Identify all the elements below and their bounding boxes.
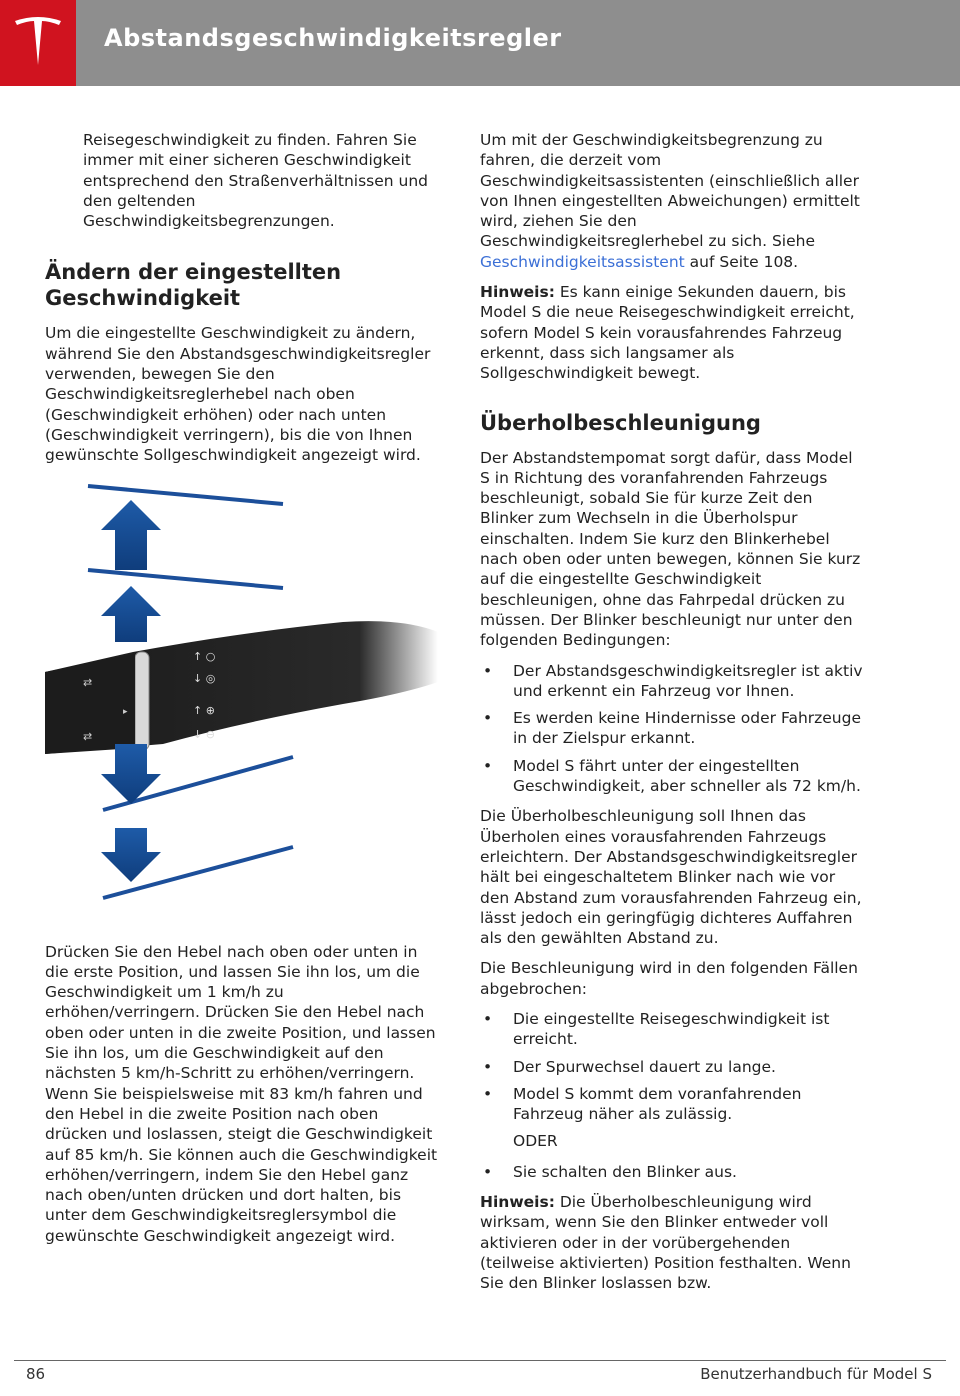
speed-assist-link[interactable]: Geschwindigkeitsassistent (480, 252, 685, 271)
list-item: • Model S fährt unter der eingestellten Geschwindigkeit, aber schneller als 72 km/h. (480, 756, 865, 797)
list-item: • Es werden keine Hindernisse oder Fahrzeuge in der Zielspur erkannt. (480, 708, 865, 749)
cancel-list-cont (480, 1162, 865, 1182)
svg-text:↑ ○: ↑ ○ (193, 649, 216, 663)
overtake-paragraph: Der Abstandstempomat sorgt dafür, dass Model S in Richtung des voranfahrenden Fahrzeugs beschleunigt, sobald Sie für kurze Zeit den Blinker zum Wechseln in die Überholspur einschalten. Indem Sie kurz den Blinkerhebel nach oben oder unten bewegen, können Sie kurz auf die eingestellte Geschwindigkeit beschleunigen, ohne das Fahrpedal drücken zu müssen. Der Blinker beschleunigt nur unter den folgenden Bedingungen: (480, 448, 861, 650)
svg-text:↑ ⊕: ↑ ⊕ (193, 703, 215, 717)
conditions-list (480, 661, 865, 797)
list-item: • Der Spurwechsel dauert zu lange. (480, 1057, 865, 1077)
section-heading-overtake: Überholbeschleunigung (480, 410, 761, 435)
footer-title: Benutzerhandbuch für Model S (700, 1365, 932, 1383)
oder-text: ODER (513, 1132, 558, 1151)
svg-text:▸: ▸ (123, 706, 128, 717)
down-arrow-icon (101, 828, 161, 882)
up-arrow-icon (101, 586, 161, 642)
left-column (45, 130, 440, 1256)
list-item: • Sie schalten den Blinker aus. (480, 1162, 865, 1182)
page-title: Abstandsgeschwindigkeitsregler (104, 24, 562, 52)
cancel-intro-paragraph: Die Beschleunigung wird in den folgenden Fällen abgebrochen: (480, 959, 858, 998)
section-heading-change-speed: Ändern der eingestellten Geschwindigkeit (45, 260, 342, 311)
list-item: • Die eingestellte Reisegeschwindigkeit ist erreicht. (480, 1009, 865, 1050)
list-item: • Der Abstandsgeschwindigkeitsregler ist aktiv und erkennt ein Fahrzeug vor Ihnen. (480, 661, 865, 702)
svg-text:⇄: ⇄ (83, 675, 93, 689)
note-paragraph-1: Hinweis: Es kann einige Sekunden dauern, bis Model S die neue Reisegeschwindigkeit erreicht, sofern Model S kein vorausfahrendes Fahrzeug erkennt, dass sich langsamer als Sollgeschwindigkeit bewegt. (480, 283, 855, 383)
page-header (0, 0, 960, 86)
page-number: 86 (26, 1365, 46, 1383)
speed-assist-paragraph: Um mit der Geschwindigkeitsbegrenzung zu fahren, die derzeit vom Geschwindigkeitsassistenten (einschließlich aller von Ihnen eingestellten Abweichungen) ermittelt wird, ziehen Sie den Geschwindigkeitsreglerhebel zu sich. Siehe Geschwindigkeitsassistent auf Seite 108. (480, 131, 860, 271)
svg-text:↓ ⊖: ↓ ⊖ (193, 727, 215, 741)
lever-instructions-paragraph: Drücken Sie den Hebel nach oben oder unten in die erste Position, und lassen Sie ihn los, um die Geschwindigkeit um 1 km/h zu erhöhen/verringern. Drücken Sie den Hebel nach oben oder unten in die zweite Position, und lassen Sie ihn los, um die Geschwindigkeit auf den nächsten 5 km/h-Schritt zu erhöhen/verringern. Wenn Sie beispielsweise mit 83 km/h fahren und den Hebel in die zweite Position nach oben drücken und loslassen, steigt die Geschwindigkeit auf 85 km/h. Sie können auch die Geschwindigkeit erhöhen/verringern, indem Sie den Hebel ganz nach oben/unten drücken und dort halten, bis unter dem Geschwindigkeitsreglersymbol die gewünschte Geschwindigkeit angezeigt wird. (45, 942, 438, 1245)
up-arrow-icon (101, 500, 161, 570)
svg-text:↓ ◎: ↓ ◎ (193, 671, 216, 685)
tesla-logo-icon (13, 15, 63, 71)
logo-box (0, 0, 76, 86)
change-speed-paragraph: Um die eingestellte Geschwindigkeit zu ändern, während Sie den Abstandsgeschwindigkeitsregler verwenden, bewegen Sie den Geschwindigkeitsreglerhebel nach oben (Geschwindigkeit erhöhen) oder nach unten (Geschwindigkeit verringern), bis die von Ihnen gewünschte Sollgeschwindigkeit angezeigt wird. (45, 324, 431, 465)
list-item: • Model S kommt dem voranfahrenden Fahrzeug näher als zulässig. (480, 1084, 865, 1125)
note-paragraph-2: Hinweis: Die Überholbeschleunigung wird wirksam, wenn Sie den Blinker entweder voll aktivieren oder in der vorübergehenden (teilweise aktivierten) Position festhalten. Wenn Sie den Blinker loslassen bzw. (480, 1193, 851, 1293)
cancel-list (480, 1009, 865, 1124)
right-column (480, 130, 865, 1304)
svg-text:⇄: ⇄ (83, 729, 93, 743)
cruise-lever-illustration (43, 482, 438, 912)
overtake-purpose-paragraph: Die Überholbeschleunigung soll Ihnen das Überholen eines vorausfahrenden Fahrzeugs erleichtern. Der Abstandsgeschwindigkeitsregler hält bei eingeschaltetem Blinker nach wie vor den Abstand zum vorausfahrenden Fahrzeug ein, lässt jedoch ein geringfügig dichteres Auffahren als den gewählten Abstand zu. (480, 807, 862, 948)
footer-divider (14, 1360, 946, 1361)
intro-text: Reisegeschwindigkeit zu finden. Fahren Sie immer mit einer sicheren Geschwindigkeit entsprechend den Straßenverhältnissen und den geltenden Geschwindigkeitsbegrenzungen. (83, 131, 428, 231)
